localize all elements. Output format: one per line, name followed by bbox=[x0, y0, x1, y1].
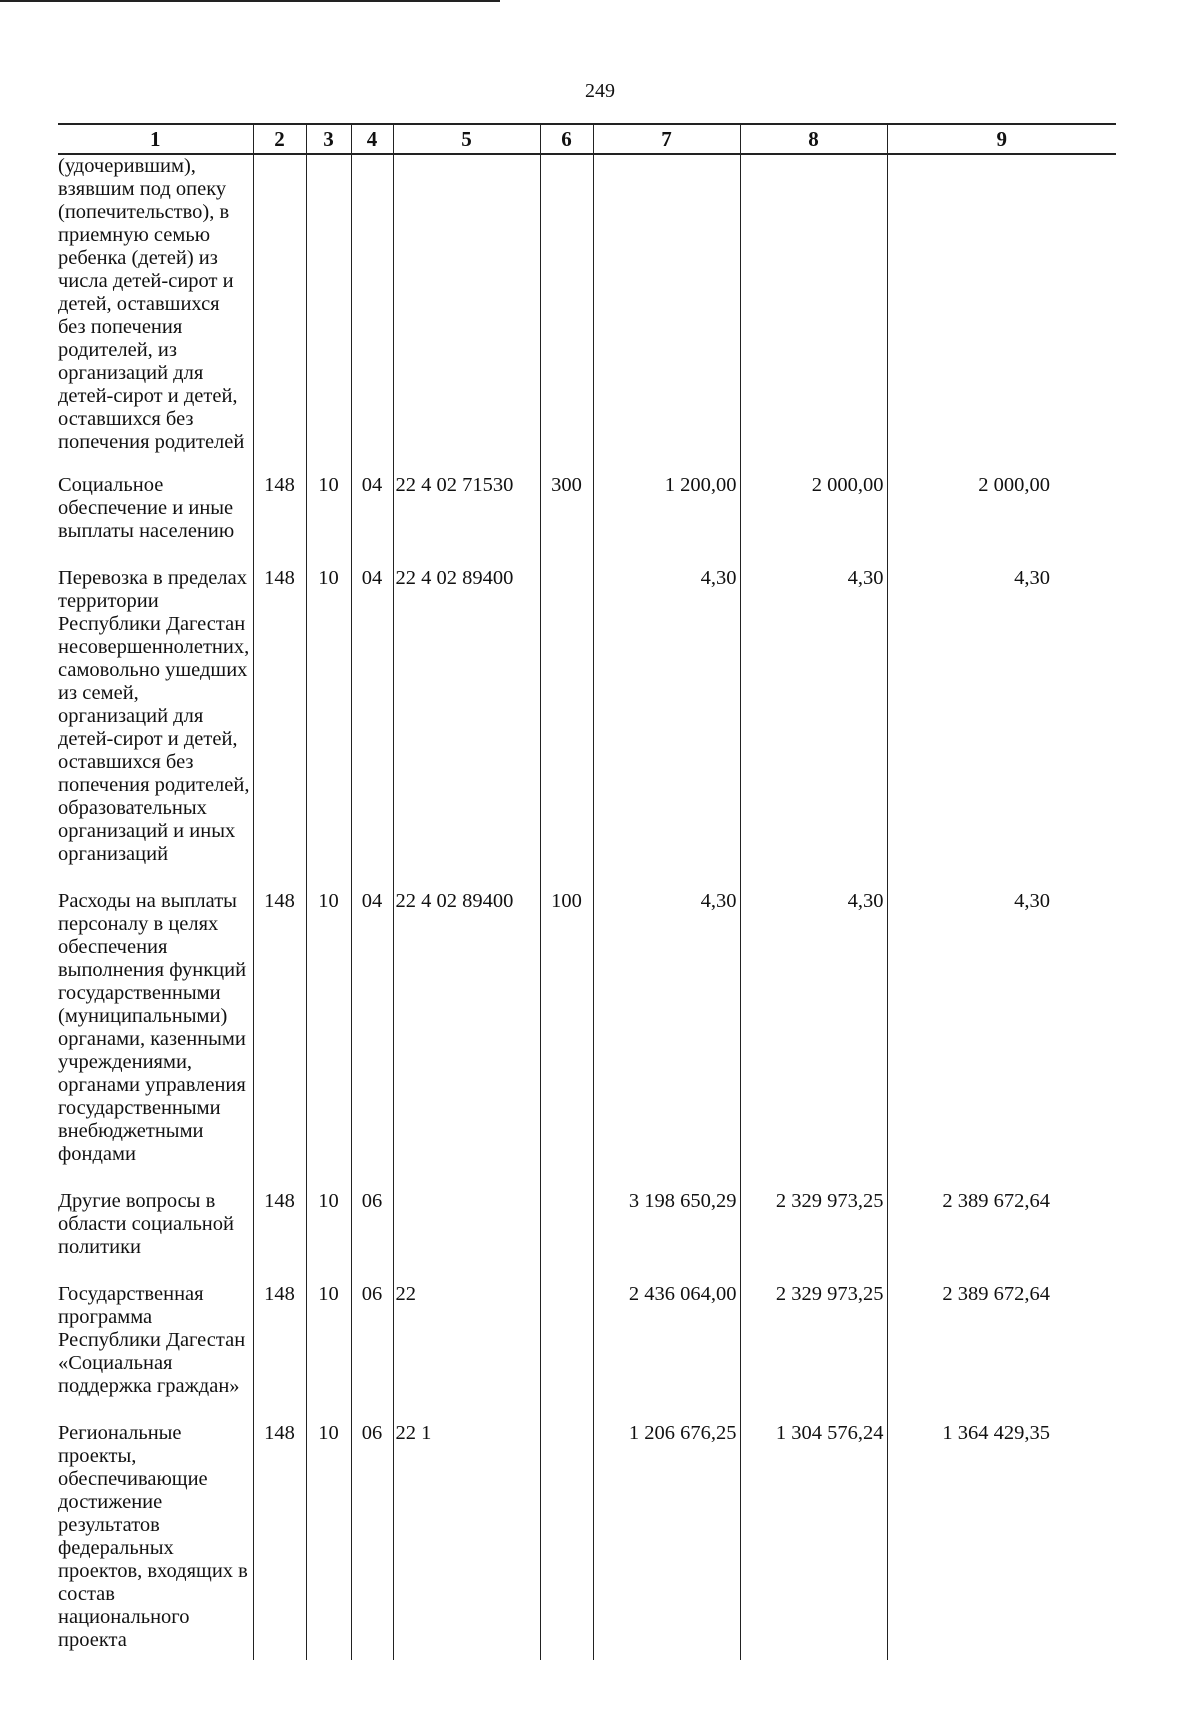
header-col-6: 6 bbox=[540, 124, 593, 154]
cell-amount-8: 1 304 576,24 bbox=[740, 1422, 887, 1660]
cell-target-article bbox=[393, 1190, 540, 1283]
cell-amount-7: 2 436 064,00 bbox=[593, 1283, 740, 1422]
row-name: Государственная программа Республики Дагестан «Социальная поддержка граждан» bbox=[58, 1283, 253, 1422]
cell-ministry: 148 bbox=[253, 1422, 306, 1660]
cell-target-article: 22 4 02 89400 bbox=[393, 567, 540, 890]
cell-target-article: 22 1 bbox=[393, 1422, 540, 1660]
cell-ministry bbox=[253, 154, 306, 474]
cell-subsection: 04 bbox=[351, 567, 393, 890]
table-row bbox=[58, 154, 1116, 474]
cell-ministry: 148 bbox=[253, 474, 306, 567]
table-row bbox=[58, 890, 1116, 1190]
cell-section: 10 bbox=[306, 1422, 351, 1660]
cell-subsection: 04 bbox=[351, 474, 393, 567]
table-row bbox=[58, 1190, 1116, 1283]
cell-subsection bbox=[351, 154, 393, 474]
cell-amount-8 bbox=[740, 154, 887, 474]
cell-section: 10 bbox=[306, 474, 351, 567]
cell-ministry: 148 bbox=[253, 1283, 306, 1422]
cell-amount-9: 4,30 bbox=[887, 890, 1116, 1190]
cell-amount-7: 3 198 650,29 bbox=[593, 1190, 740, 1283]
cell-section: 10 bbox=[306, 890, 351, 1190]
header-col-3: 3 bbox=[306, 124, 351, 154]
cell-amount-9: 1 364 429,35 bbox=[887, 1422, 1116, 1660]
cell-amount-9: 4,30 bbox=[887, 567, 1116, 890]
cell-subsection: 06 bbox=[351, 1190, 393, 1283]
cell-section: 10 bbox=[306, 1190, 351, 1283]
cell-expense-type bbox=[540, 1283, 593, 1422]
cell-amount-9: 2 000,00 bbox=[887, 474, 1116, 567]
row-name: (удочерившим), взявшим под опеку (попечительство), в приемную семью ребенка (детей) из числа детей-сирот и детей, оставшихся без попечения родителей, из организаций для детей-сирот и детей, оставшихся без попечения родителей bbox=[58, 154, 253, 474]
row-name: Другие вопросы в области социальной политики bbox=[58, 1190, 253, 1283]
cell-amount-8: 4,30 bbox=[740, 567, 887, 890]
cell-ministry: 148 bbox=[253, 1190, 306, 1283]
cell-section: 10 bbox=[306, 567, 351, 890]
table-row bbox=[58, 1422, 1116, 1660]
cell-expense-type bbox=[540, 1190, 593, 1283]
header-col-9: 9 bbox=[887, 124, 1116, 154]
row-name: Социальное обеспечение и иные выплаты населению bbox=[58, 474, 253, 567]
row-name: Расходы на выплаты персоналу в целях обеспечения выполнения функций государственными (муниципальными) органами, казенными учреждениями, органами управления государственными внебюджетными фондами bbox=[58, 890, 253, 1190]
header-col-4: 4 bbox=[351, 124, 393, 154]
cell-subsection: 06 bbox=[351, 1422, 393, 1660]
table-row bbox=[58, 1283, 1116, 1422]
cell-expense-type bbox=[540, 1422, 593, 1660]
cell-expense-type bbox=[540, 567, 593, 890]
cell-amount-8: 2 329 973,25 bbox=[740, 1190, 887, 1283]
cell-subsection: 06 bbox=[351, 1283, 393, 1422]
budget-table bbox=[58, 123, 1116, 1660]
cell-expense-type bbox=[540, 154, 593, 474]
cell-target-article: 22 4 02 71530 bbox=[393, 474, 540, 567]
cell-amount-9 bbox=[887, 154, 1116, 474]
header-row bbox=[58, 124, 1116, 154]
cell-amount-8: 2 329 973,25 bbox=[740, 1283, 887, 1422]
header-col-8: 8 bbox=[740, 124, 887, 154]
row-name: Перевозка в пределах территории Республики Дагестан несовершеннолетних, самовольно ушедших из семей, организаций для детей-сирот и детей, оставшихся без попечения родителей, образовательных организаций и иных организаций bbox=[58, 567, 253, 890]
cell-amount-7: 1 206 676,25 bbox=[593, 1422, 740, 1660]
cell-amount-7: 4,30 bbox=[593, 890, 740, 1190]
cell-target-article bbox=[393, 154, 540, 474]
page-number: 249 bbox=[585, 80, 615, 102]
table-row bbox=[58, 567, 1116, 890]
cell-expense-type: 300 bbox=[540, 474, 593, 567]
cell-ministry: 148 bbox=[253, 567, 306, 890]
header-col-1: 1 bbox=[58, 124, 253, 154]
cell-amount-9: 2 389 672,64 bbox=[887, 1190, 1116, 1283]
cell-target-article: 22 bbox=[393, 1283, 540, 1422]
top-scan-rule bbox=[0, 0, 500, 2]
cell-section: 10 bbox=[306, 1283, 351, 1422]
cell-amount-9: 2 389 672,64 bbox=[887, 1283, 1116, 1422]
cell-amount-7: 4,30 bbox=[593, 567, 740, 890]
header-col-7: 7 bbox=[593, 124, 740, 154]
cell-target-article: 22 4 02 89400 bbox=[393, 890, 540, 1190]
header-col-5: 5 bbox=[393, 124, 540, 154]
cell-amount-7 bbox=[593, 154, 740, 474]
table-row bbox=[58, 474, 1116, 567]
header-col-2: 2 bbox=[253, 124, 306, 154]
cell-expense-type: 100 bbox=[540, 890, 593, 1190]
cell-subsection: 04 bbox=[351, 890, 393, 1190]
cell-section bbox=[306, 154, 351, 474]
row-name: Региональные проекты, обеспечивающие достижение результатов федеральных проектов, входящих в состав национального проекта bbox=[58, 1422, 253, 1660]
cell-amount-8: 4,30 bbox=[740, 890, 887, 1190]
cell-amount-8: 2 000,00 bbox=[740, 474, 887, 567]
cell-amount-7: 1 200,00 bbox=[593, 474, 740, 567]
cell-ministry: 148 bbox=[253, 890, 306, 1190]
